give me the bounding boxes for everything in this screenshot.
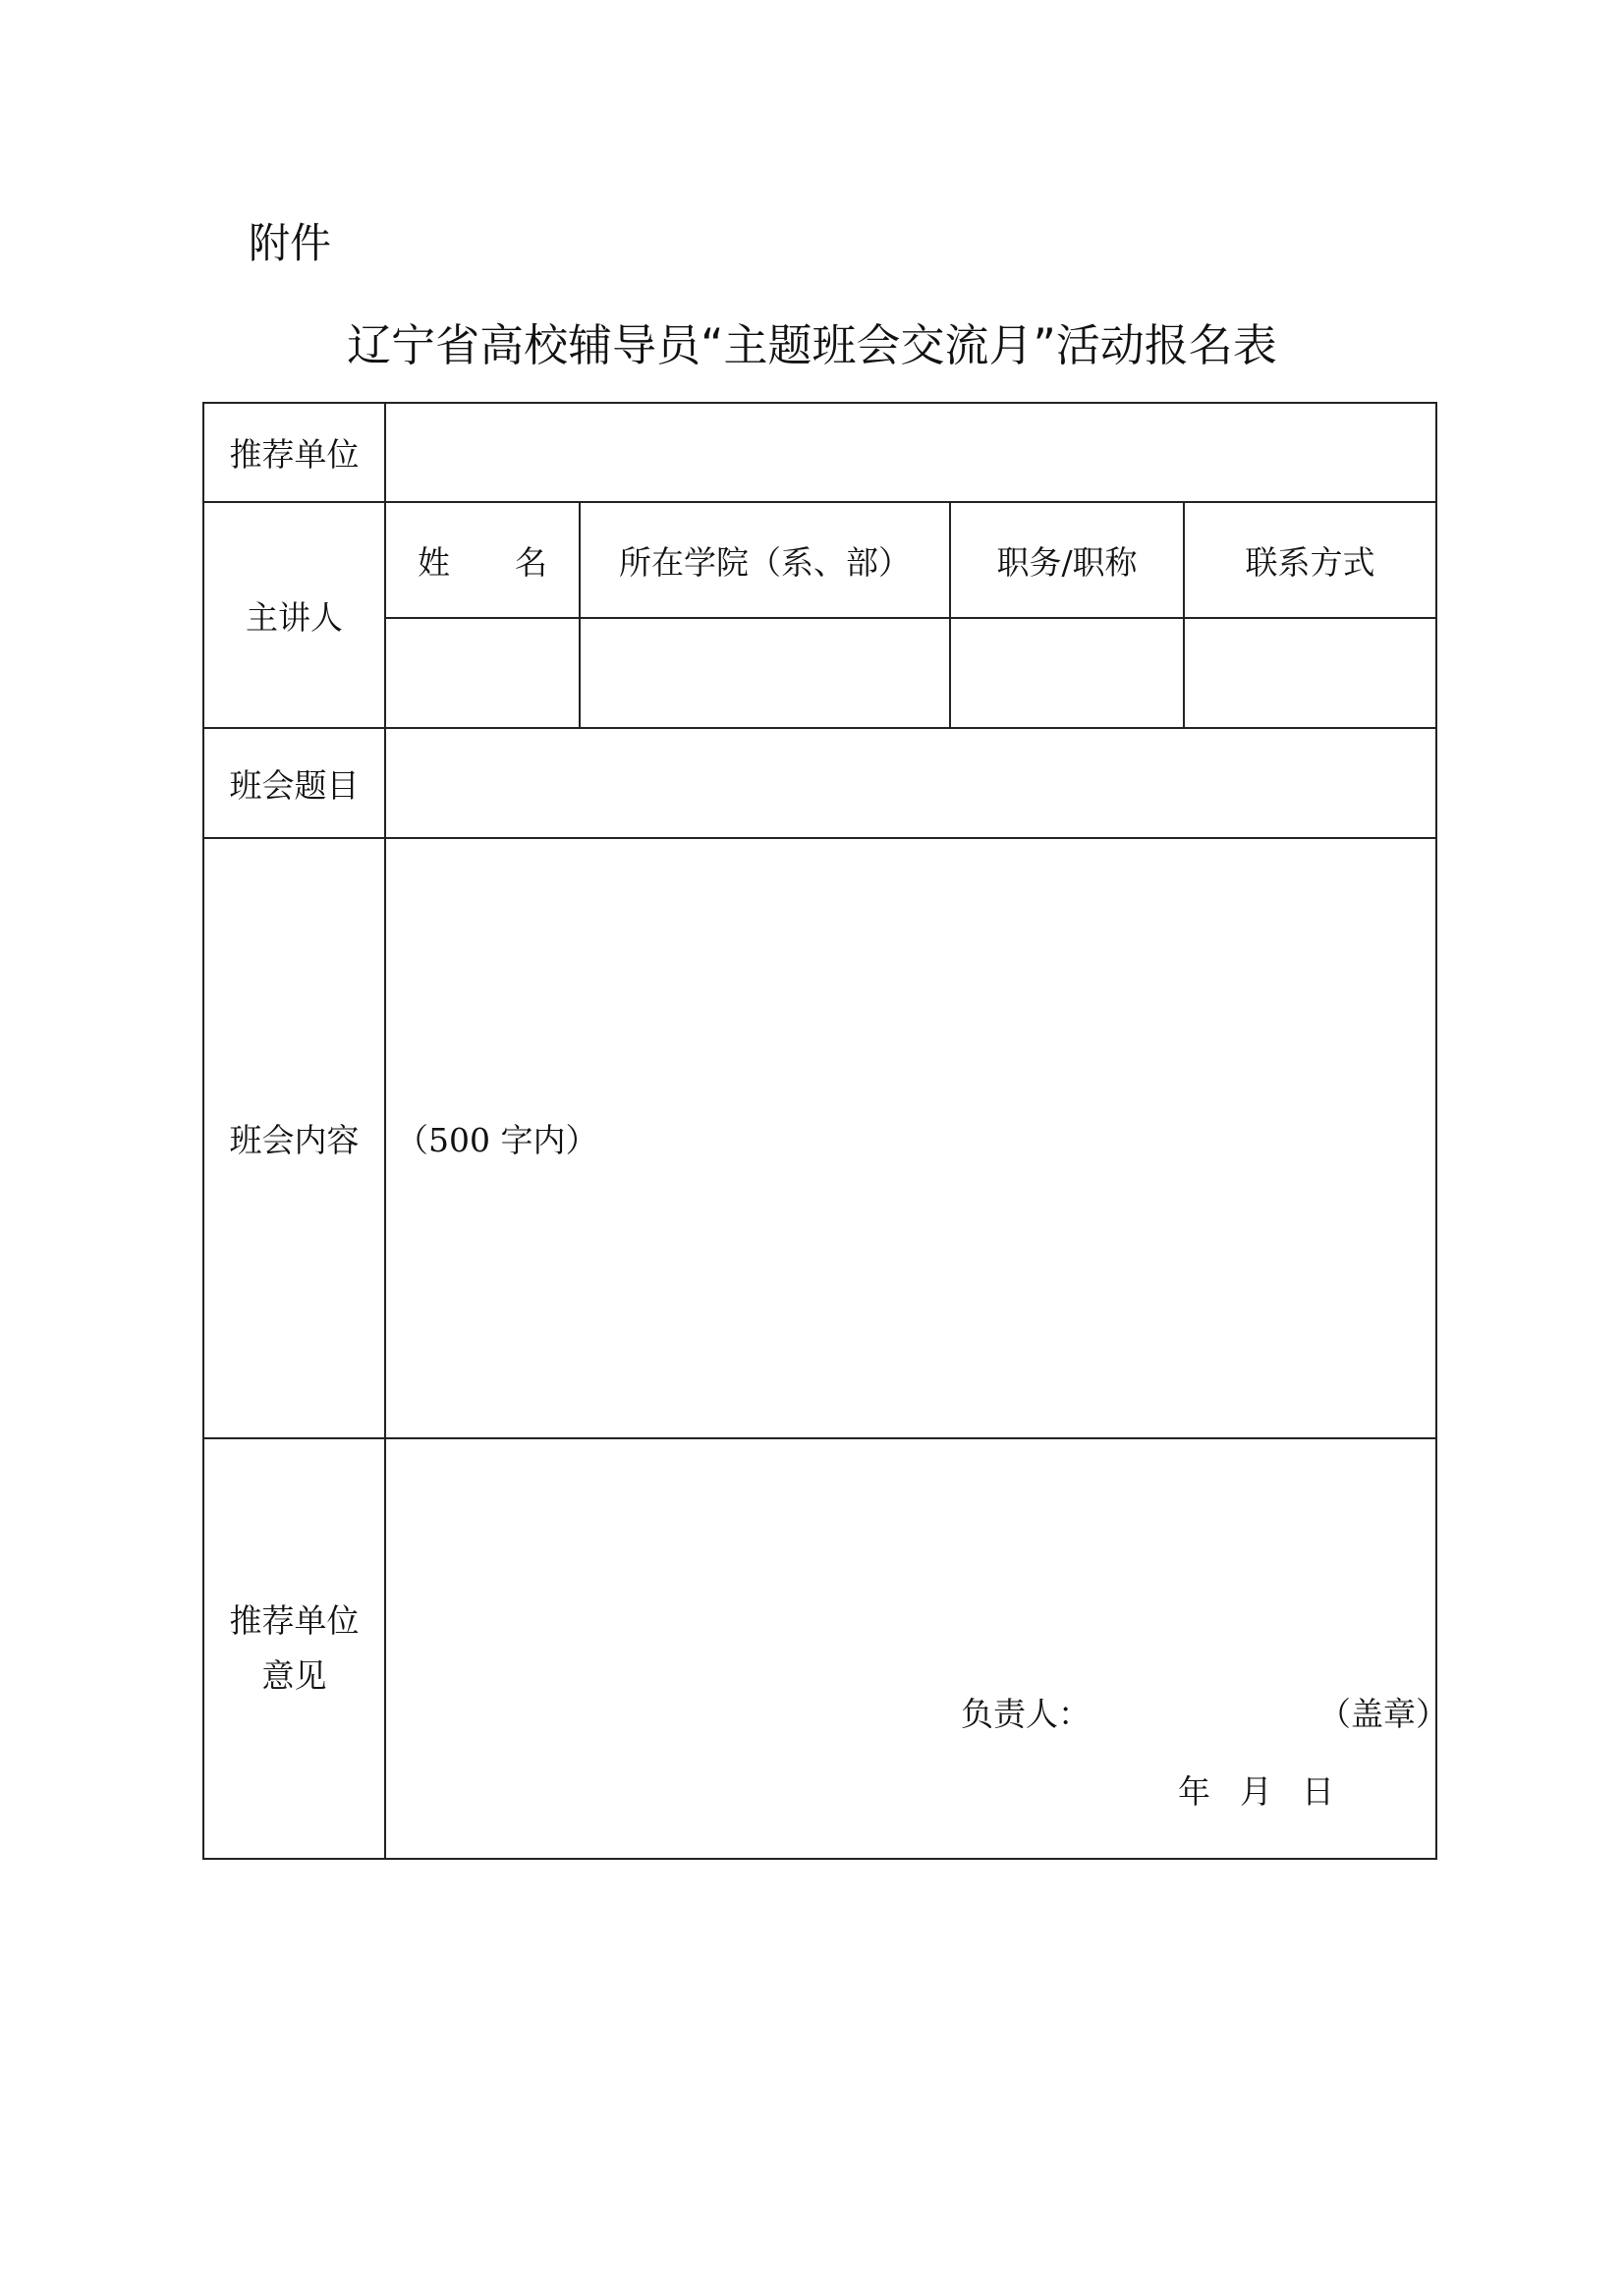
attachment-label: 附件: [249, 219, 332, 267]
signer-label: 负责人：: [961, 1695, 1091, 1733]
column-header-name: 姓 名: [385, 502, 580, 618]
speaker-header-row: [203, 502, 1436, 618]
content-note: （500 字内）: [396, 1121, 598, 1159]
recommend-unit-row: [203, 403, 1436, 502]
content-field[interactable]: [385, 838, 1436, 1438]
date-line: [1178, 1766, 1364, 1813]
opinion-field[interactable]: [385, 1438, 1448, 1859]
opinion-label-line2: 意见: [261, 1656, 327, 1695]
form-title: 辽宁省高校辅导员“主题班会交流月”活动报名表: [347, 319, 1277, 371]
speaker-label: 主讲人: [203, 502, 385, 728]
content-label: 班会内容: [203, 838, 385, 1438]
speaker-college-field[interactable]: [580, 618, 950, 728]
date-day: 日: [1302, 1772, 1334, 1811]
registration-form-table: [202, 402, 1448, 1860]
seal-label: （盖章）: [1318, 1695, 1448, 1733]
speaker-position-field[interactable]: [950, 618, 1184, 728]
opinion-row: [203, 1438, 1436, 1859]
speaker-contact-field[interactable]: [1184, 618, 1436, 728]
recommend-unit-label: 推荐单位: [203, 403, 385, 502]
recommend-unit-field[interactable]: [385, 403, 1436, 502]
column-header-contact: 联系方式: [1184, 502, 1436, 618]
content-row: [203, 838, 1436, 1438]
topic-field[interactable]: [385, 728, 1436, 838]
opinion-label-line1: 推荐单位: [229, 1601, 360, 1640]
date-year: 年: [1178, 1772, 1210, 1811]
date-month: 月: [1240, 1772, 1272, 1811]
column-header-position: 职务/职称: [950, 502, 1184, 618]
speaker-data-row: [203, 618, 1436, 728]
opinion-label: [203, 1438, 385, 1859]
topic-label: 班会题目: [203, 728, 385, 838]
column-header-college: 所在学院（系、部）: [580, 502, 950, 618]
speaker-name-field[interactable]: [385, 618, 580, 728]
topic-row: [203, 728, 1436, 838]
